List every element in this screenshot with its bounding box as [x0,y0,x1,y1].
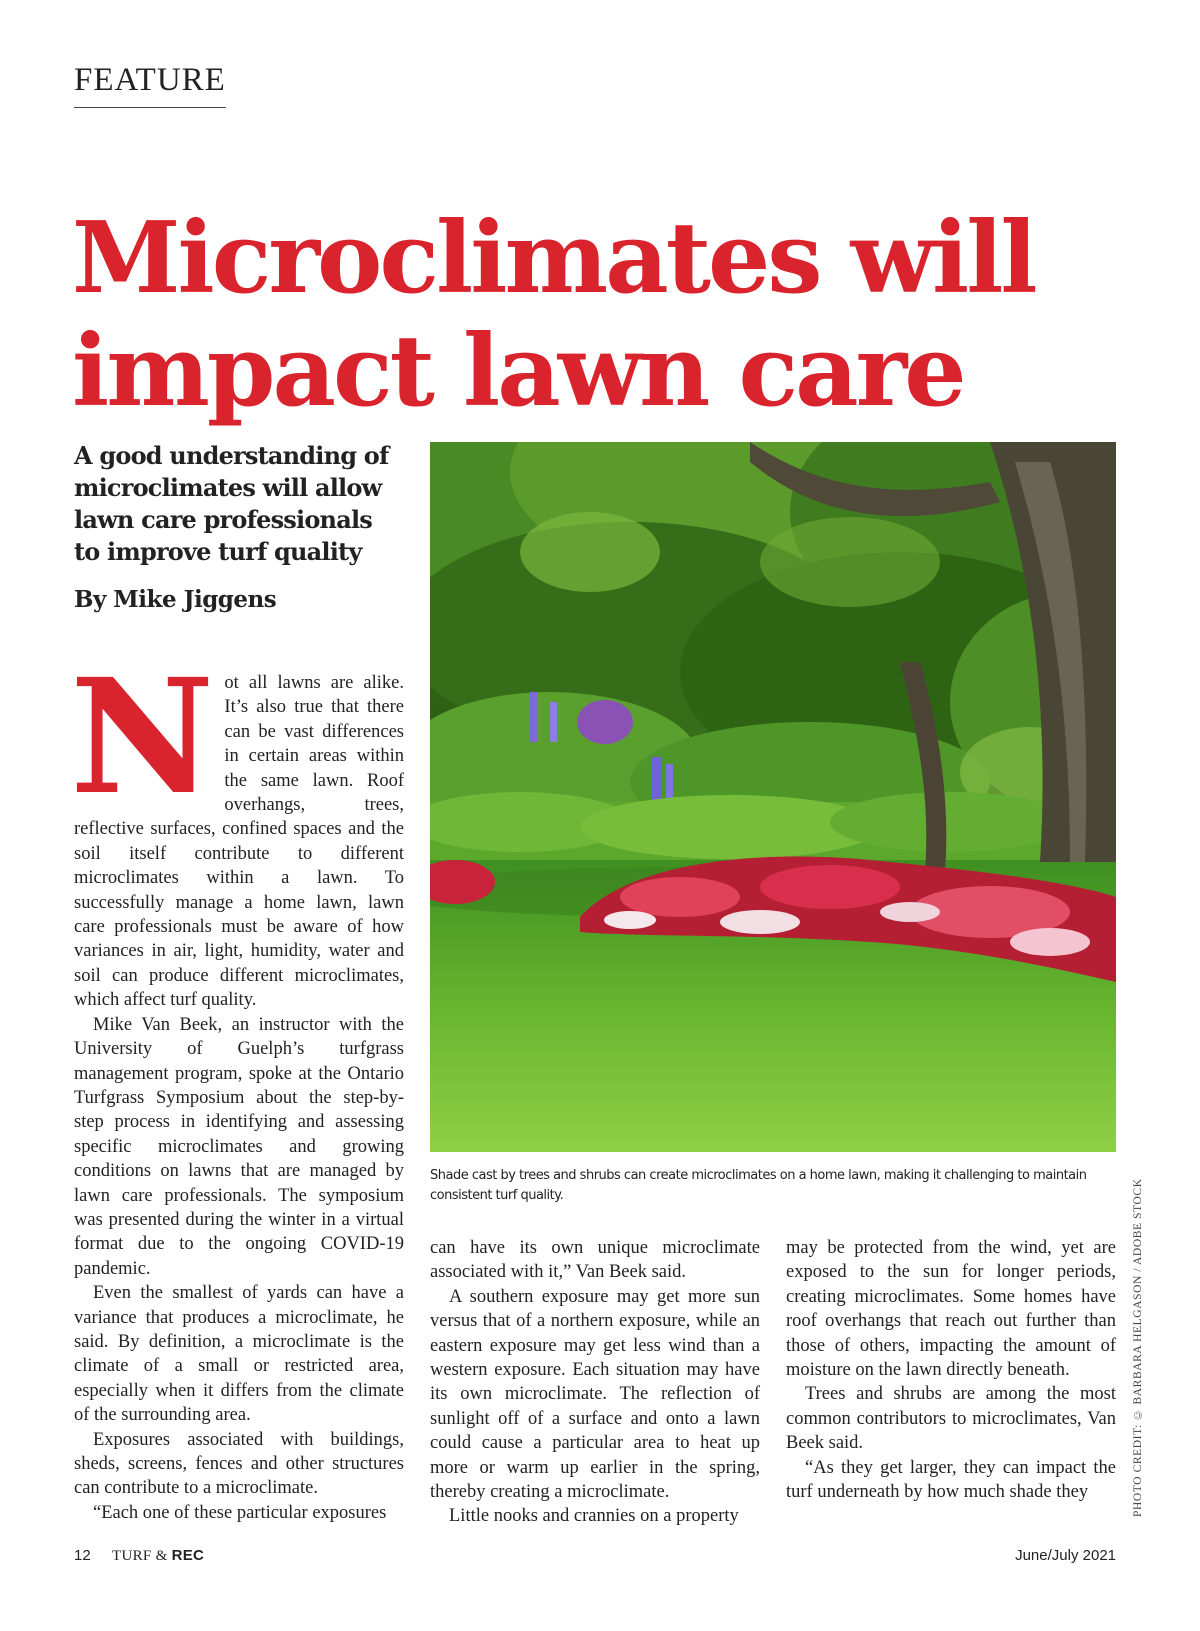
body-paragraph: “Each one of these particular exposures [93,1502,387,1523]
page-number: 12 [74,1547,91,1564]
photo-illustration [430,442,1116,1152]
body-paragraph: Little nooks and crannies on a property [449,1506,739,1527]
article-headline: Microclimates will impact lawn care [72,201,1035,429]
body-paragraph: Even the smallest of yards can have a variance that produces a microclimate, he said. By definition, a microclimate is the climate of a small or restricted area, especially when it differs from the climate of the surrounding area. [74,1283,404,1426]
body-column-2 [430,1236,760,1529]
body-paragraph: A southern exposure may get more sun versus that of a northern exposure, while an eastern exposure may get less wind than a western exposure. Each situation may have its own microclimate. The reflection of sunlight off of a surface and onto a lawn could cause a particular area to heat up more or warm up earlier in the spring, thereby creating a microclimate. [430,1286,760,1503]
body-paragraph: Trees and shrubs are among the most common contributors to microclimates, Van Beek said. [786,1384,1116,1454]
body-paragraph: ot all lawns are alike. It’s also true that there can be vast differences in certain areas within the same lawn. Roof overhangs, trees, reflective surfaces, confined spaces and the soil itself contribute to different microclimates within a lawn. To successfully manage a home lawn, lawn care professionals must be aware of how variances in air, light, humidity, water and soil can produce different microclimates, which affect turf quality. [74,673,404,1011]
magazine-name [112,1547,204,1565]
issue-date: June/July 2021 [1015,1547,1116,1564]
article-deck: A good understanding of microclimates will allow lawn care professionals to improve turf quality [74,441,389,566]
photo-caption: Shade cast by trees and shrubs can create microclimates on a home lawn, making it challenging to maintain consistent turf quality. [430,1168,1087,1203]
body-paragraph: “As they get larger, they can impact the turf underneath by how much shade they [786,1457,1116,1503]
body-paragraph: Mike Van Beek, an instructor with the University of Guelph’s turfgrass management program, spoke at the Ontario Turfgrass Symposium about the step-by-step process in identifying and assessing specific microclimates and growing conditions on lawns that are managed by lawn care professionals. The symposium was presented during the winter in a virtual format due to the ongoing COVID-19 pandemic. [74,1014,404,1279]
body-column-1 [70,645,404,1525]
body-paragraph: can have its own unique microclimate associated with it,” Van Beek said. [430,1238,760,1283]
lawn-garden-photo [430,442,1116,1152]
magazine-name-a: TURF & [112,1548,172,1564]
section-label: FEATURE [74,62,226,108]
article-byline: By Mike Jiggens [74,586,277,613]
body-column-3 [786,1236,1116,1504]
magazine-name-b: REC [171,1547,205,1564]
drop-cap: N [70,645,211,830]
body-paragraph: Exposures associated with buildings, sheds, screens, fences and other structures can contribute to a microclimate. [74,1429,404,1499]
body-paragraph: may be protected from the wind, yet are exposed to the sun for longer periods, creating microclimates. Some homes have roof overhangs that reach out further than those of others, impacting the amount of moisture on the lawn directly beneath. [786,1238,1116,1381]
photo-credit: PHOTO CREDIT: © BARBARA HELGASON / ADOBE STOCK [1132,1178,1144,1517]
